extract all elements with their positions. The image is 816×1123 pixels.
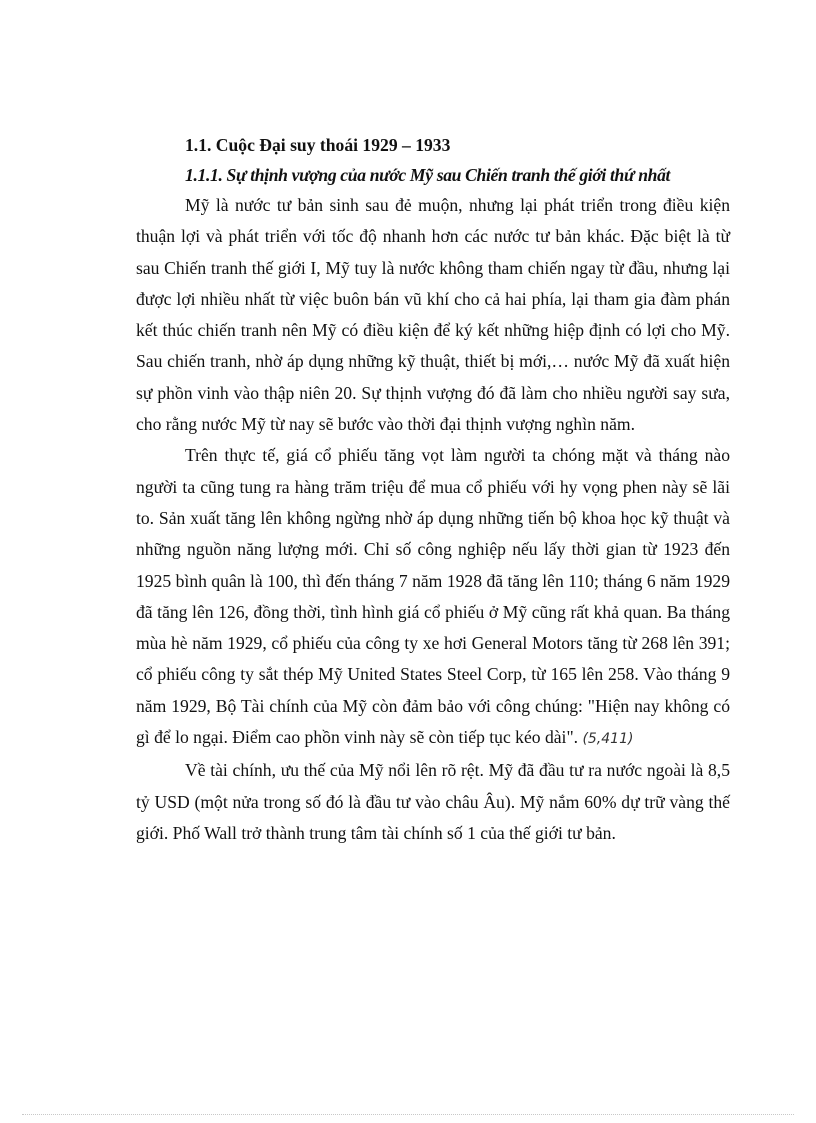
page-content [136, 130, 730, 849]
paragraph-2 [136, 440, 730, 755]
paragraph-3: Về tài chính, ưu thế của Mỹ nổi lên rõ rệt. Mỹ đã đầu tư ra nước ngoài là 8,5 tỷ USD (một nửa trong số đó là đầu tư vào châu Âu). Mỹ nắm 60% dự trữ vàng thế giới. Phố Wall trở thành trung tâm tài chính số 1 của thế giới tư bản. [136, 760, 730, 843]
citation: (5,411) [582, 731, 634, 748]
section-heading: 1.1. Cuộc Đại suy thoái 1929 – 1933 [185, 135, 451, 155]
paragraph-2-text: Trên thực tế, giá cổ phiếu tăng vọt làm người ta chóng mặt và tháng nào người ta cũng tung ra hàng trăm triệu để mua cổ phiếu với hy vọng phen này sẽ lãi to. Sản xuất tăng lên không ngừng nhờ áp dụng những tiến bộ khoa học kỹ thuật và những nguồn năng lượng mới. Chỉ số công nghiệp nếu lấy thời gian từ 1923 đến 1925 bình quân là 100, thì đến tháng 7 năm 1928 đã tăng lên 110; tháng 6 năm 1929 đã tăng lên 126, đồng thời, tình hình giá cổ phiếu ở Mỹ cũng rất khả quan. Ba tháng mùa hè năm 1929, cổ phiếu của công ty xe hơi General Motors tăng từ 268 lên 391; cổ phiếu công ty sắt thép Mỹ United States Steel Corp, từ 165 lên 258. Vào tháng 9 năm 1929, Bộ Tài chính của Mỹ còn đảm bảo với công chúng: "Hiện nay không có gì để lo ngại. Điểm cao phồn vinh này sẽ còn tiếp tục kéo dài". [136, 445, 730, 748]
page-bottom-divider [22, 1114, 794, 1115]
paragraph-1: Mỹ là nước tư bản sinh sau đẻ muộn, nhưng lại phát triển trong điều kiện thuận lợi và phát triển với tốc độ nhanh hơn các nước tư bản khác. Đặc biệt là từ sau Chiến tranh thế giới I, Mỹ tuy là nước không tham chiến ngay từ đầu, nhưng lại được lợi nhiều nhất từ việc buôn bán vũ khí cho cả hai phía, lại tham gia đàm phán kết thúc chiến tranh nên Mỹ có điều kiện để ký kết những hiệp định có lợi cho Mỹ. Sau chiến tranh, nhờ áp dụng những kỹ thuật, thiết bị mới,… nước Mỹ đã xuất hiện sự phồn vinh vào thập niên 20. Sự thịnh vượng đó đã làm cho nhiều người say sưa, cho rằng nước Mỹ từ nay sẽ bước vào thời đại thịnh vượng nghìn năm. [136, 195, 730, 435]
subsection-heading: 1.1.1. Sự thịnh vượng của nước Mỹ sau Chiến tranh thế giới thứ nhất [185, 165, 671, 185]
